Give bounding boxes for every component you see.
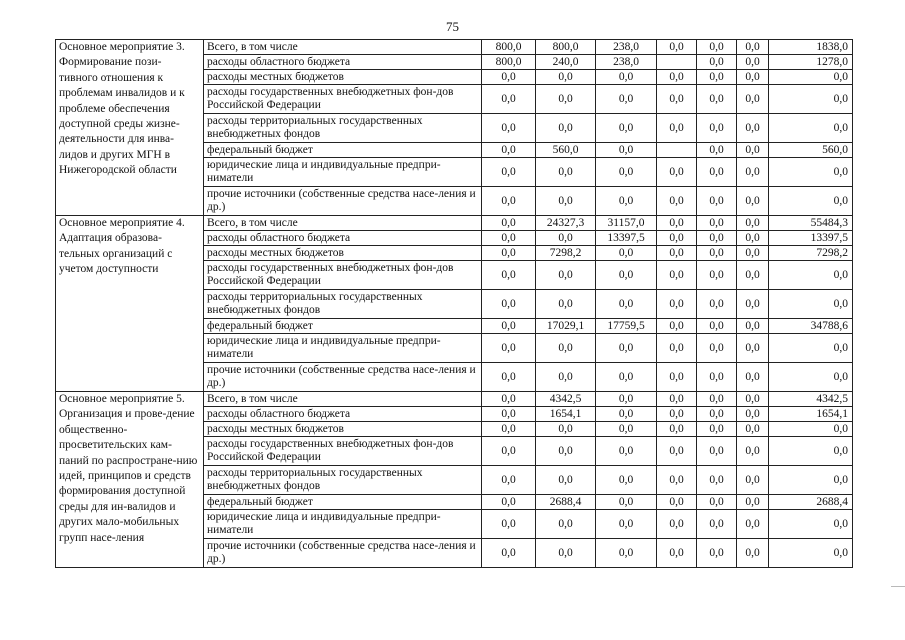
value-cell: 0,0 xyxy=(657,466,697,495)
total-value-cell: 0,0 xyxy=(769,70,853,85)
funding-source-cell: Всего, в том числе xyxy=(204,392,482,407)
total-value-cell: 34788,6 xyxy=(769,319,853,334)
total-value-cell: 0,0 xyxy=(769,510,853,539)
funding-source-cell: расходы областного бюджета xyxy=(204,407,482,422)
value-cell: 24327,3 xyxy=(536,216,596,231)
value-cell: 0,0 xyxy=(697,114,737,143)
value-cell: 0,0 xyxy=(737,290,769,319)
value-cell: 0,0 xyxy=(697,392,737,407)
value-cell: 0,0 xyxy=(657,158,697,187)
value-cell: 0,0 xyxy=(697,495,737,510)
value-cell: 0,0 xyxy=(536,70,596,85)
value-cell: 0,0 xyxy=(536,158,596,187)
table-row xyxy=(56,216,853,231)
value-cell: 4342,5 xyxy=(536,392,596,407)
value-cell: 0,0 xyxy=(536,290,596,319)
value-cell: 0,0 xyxy=(482,70,536,85)
total-value-cell: 0,0 xyxy=(769,114,853,143)
total-value-cell: 560,0 xyxy=(769,143,853,158)
table-row xyxy=(56,392,853,407)
value-cell: 0,0 xyxy=(536,85,596,114)
value-cell: 800,0 xyxy=(536,40,596,55)
funding-source-cell: федеральный бюджет xyxy=(204,495,482,510)
value-cell: 0,0 xyxy=(596,187,657,216)
value-cell: 0,0 xyxy=(482,158,536,187)
total-value-cell: 4342,5 xyxy=(769,392,853,407)
value-cell: 0,0 xyxy=(596,510,657,539)
value-cell: 0,0 xyxy=(536,539,596,568)
value-cell: 0,0 xyxy=(482,392,536,407)
value-cell: 0,0 xyxy=(697,70,737,85)
total-value-cell: 0,0 xyxy=(769,422,853,437)
value-cell: 238,0 xyxy=(596,40,657,55)
value-cell: 0,0 xyxy=(482,539,536,568)
value-cell: 0,0 xyxy=(482,466,536,495)
value-cell: 0,0 xyxy=(657,539,697,568)
funding-source-cell: расходы территориальных государственных внебюджетных фондов xyxy=(204,114,482,143)
value-cell: 0,0 xyxy=(657,363,697,392)
value-cell: 0,0 xyxy=(657,85,697,114)
value-cell: 0,0 xyxy=(697,437,737,466)
value-cell: 0,0 xyxy=(737,437,769,466)
value-cell: 0,0 xyxy=(737,158,769,187)
value-cell: 0,0 xyxy=(737,85,769,114)
total-value-cell: 0,0 xyxy=(769,334,853,363)
value-cell: 0,0 xyxy=(697,158,737,187)
value-cell: 0,0 xyxy=(737,114,769,143)
value-cell: 0,0 xyxy=(737,407,769,422)
value-cell: 0,0 xyxy=(737,466,769,495)
funding-source-cell: прочие источники (собственные средства насе-ления и др.) xyxy=(204,363,482,392)
value-cell: 0,0 xyxy=(596,407,657,422)
value-cell: 0,0 xyxy=(657,216,697,231)
value-cell: 0,0 xyxy=(596,143,657,158)
value-cell: 0,0 xyxy=(596,261,657,290)
value-cell: 560,0 xyxy=(536,143,596,158)
value-cell: 0,0 xyxy=(697,55,737,70)
value-cell: 0,0 xyxy=(737,187,769,216)
value-cell: 0,0 xyxy=(697,246,737,261)
value-cell: 0,0 xyxy=(482,85,536,114)
value-cell: 2688,4 xyxy=(536,495,596,510)
value-cell: 0,0 xyxy=(737,319,769,334)
value-cell: 0,0 xyxy=(657,319,697,334)
page-number: 75 xyxy=(446,19,459,34)
value-cell: 0,0 xyxy=(657,334,697,363)
funding-source-cell: расходы местных бюджетов xyxy=(204,422,482,437)
activity-name-cell: Основное мероприятие 4. Адаптация образова-тельных организаций с учетом доступности xyxy=(56,216,204,392)
value-cell: 0,0 xyxy=(482,187,536,216)
funding-source-cell: юридические лица и индивидуальные предпри-ниматели xyxy=(204,158,482,187)
value-cell: 0,0 xyxy=(536,466,596,495)
value-cell: 0,0 xyxy=(482,143,536,158)
value-cell: 0,0 xyxy=(482,290,536,319)
total-value-cell: 1278,0 xyxy=(769,55,853,70)
value-cell: 13397,5 xyxy=(596,231,657,246)
funding-source-cell: прочие источники (собственные средства насе-ления и др.) xyxy=(204,187,482,216)
total-value-cell: 2688,4 xyxy=(769,495,853,510)
total-value-cell: 1654,1 xyxy=(769,407,853,422)
value-cell: 0,0 xyxy=(737,231,769,246)
funding-source-cell: расходы государственных внебюджетных фон-дов Российской Федерации xyxy=(204,437,482,466)
value-cell: 0,0 xyxy=(482,363,536,392)
funding-source-cell: расходы государственных внебюджетных фон-дов Российской Федерации xyxy=(204,261,482,290)
value-cell: 0,0 xyxy=(697,143,737,158)
value-cell: 0,0 xyxy=(737,539,769,568)
value-cell: 0,0 xyxy=(482,261,536,290)
budget-table xyxy=(55,39,853,568)
funding-source-cell: расходы территориальных государственных внебюджетных фондов xyxy=(204,290,482,319)
value-cell: 0,0 xyxy=(657,437,697,466)
value-cell: 0,0 xyxy=(596,392,657,407)
value-cell: 0,0 xyxy=(697,261,737,290)
value-cell: 7298,2 xyxy=(536,246,596,261)
value-cell: 0,0 xyxy=(596,246,657,261)
total-value-cell: 13397,5 xyxy=(769,231,853,246)
value-cell: 0,0 xyxy=(482,246,536,261)
value-cell: 0,0 xyxy=(536,437,596,466)
value-cell: 0,0 xyxy=(737,70,769,85)
funding-source-cell: Всего, в том числе xyxy=(204,40,482,55)
funding-source-cell: расходы областного бюджета xyxy=(204,55,482,70)
value-cell: 0,0 xyxy=(657,231,697,246)
value-cell: 0,0 xyxy=(596,85,657,114)
value-cell: 0,0 xyxy=(657,261,697,290)
value-cell: 0,0 xyxy=(657,290,697,319)
table-row xyxy=(56,40,853,55)
value-cell: 0,0 xyxy=(596,290,657,319)
total-value-cell: 0,0 xyxy=(769,85,853,114)
value-cell: 0,0 xyxy=(737,261,769,290)
value-cell: 238,0 xyxy=(596,55,657,70)
funding-source-cell: расходы местных бюджетов xyxy=(204,70,482,85)
total-value-cell: 55484,3 xyxy=(769,216,853,231)
value-cell: 17029,1 xyxy=(536,319,596,334)
value-cell: 0,0 xyxy=(737,510,769,539)
value-cell: 0,0 xyxy=(657,246,697,261)
value-cell: 0,0 xyxy=(657,422,697,437)
funding-source-cell: юридические лица и индивидуальные предпри-ниматели xyxy=(204,334,482,363)
value-cell: 0,0 xyxy=(657,510,697,539)
value-cell: 31157,0 xyxy=(596,216,657,231)
activity-name-cell: Основное мероприятие 5. Организация и прове-дение общественно-просветительских кам-паний по распростране-нию идей, принципов и средств формирования доступной среды для ин-валидов и других мало-мобильных групп насе-ления xyxy=(56,392,204,568)
value-cell: 0,0 xyxy=(697,363,737,392)
value-cell: 0,0 xyxy=(536,510,596,539)
total-value-cell: 0,0 xyxy=(769,158,853,187)
value-cell xyxy=(657,143,697,158)
value-cell: 0,0 xyxy=(657,407,697,422)
value-cell: 0,0 xyxy=(536,363,596,392)
value-cell: 0,0 xyxy=(737,334,769,363)
value-cell: 0,0 xyxy=(657,114,697,143)
value-cell: 0,0 xyxy=(536,114,596,143)
value-cell: 0,0 xyxy=(737,246,769,261)
funding-source-cell: федеральный бюджет xyxy=(204,319,482,334)
value-cell: 0,0 xyxy=(657,392,697,407)
total-value-cell: 7298,2 xyxy=(769,246,853,261)
funding-source-cell: Всего, в том числе xyxy=(204,216,482,231)
value-cell: 0,0 xyxy=(536,422,596,437)
value-cell: 0,0 xyxy=(596,363,657,392)
value-cell: 0,0 xyxy=(482,437,536,466)
value-cell xyxy=(657,55,697,70)
value-cell: 0,0 xyxy=(596,495,657,510)
total-value-cell: 0,0 xyxy=(769,290,853,319)
funding-source-cell: юридические лица и индивидуальные предпри-ниматели xyxy=(204,510,482,539)
value-cell: 0,0 xyxy=(596,437,657,466)
value-cell: 0,0 xyxy=(596,539,657,568)
value-cell: 0,0 xyxy=(697,466,737,495)
value-cell: 0,0 xyxy=(657,40,697,55)
value-cell: 0,0 xyxy=(697,40,737,55)
value-cell: 0,0 xyxy=(697,334,737,363)
value-cell: 0,0 xyxy=(596,422,657,437)
value-cell: 0,0 xyxy=(697,319,737,334)
value-cell: 0,0 xyxy=(697,290,737,319)
value-cell: 0,0 xyxy=(596,70,657,85)
value-cell: 0,0 xyxy=(536,261,596,290)
funding-source-cell: расходы государственных внебюджетных фон-дов Российской Федерации xyxy=(204,85,482,114)
value-cell: 0,0 xyxy=(482,510,536,539)
value-cell: 0,0 xyxy=(482,407,536,422)
value-cell: 0,0 xyxy=(697,231,737,246)
value-cell: 0,0 xyxy=(536,231,596,246)
activity-name-cell: Основное мероприятие 3. Формирование пози-тивного отношения к проблемам инвалидов и к проблеме обеспечения доступной среды жизне-деятельности для инва-лидов и других МГН в Нижегородской области xyxy=(56,40,204,216)
total-value-cell: 0,0 xyxy=(769,437,853,466)
total-value-cell: 1838,0 xyxy=(769,40,853,55)
value-cell: 0,0 xyxy=(482,114,536,143)
value-cell: 0,0 xyxy=(737,495,769,510)
value-cell: 0,0 xyxy=(482,334,536,363)
value-cell: 800,0 xyxy=(482,55,536,70)
value-cell: 0,0 xyxy=(596,334,657,363)
value-cell: 0,0 xyxy=(737,363,769,392)
scan-artifact-line xyxy=(891,586,905,587)
funding-source-cell: прочие источники (собственные средства насе-ления и др.) xyxy=(204,539,482,568)
value-cell: 0,0 xyxy=(482,319,536,334)
value-cell: 0,0 xyxy=(697,510,737,539)
value-cell: 0,0 xyxy=(737,422,769,437)
value-cell: 0,0 xyxy=(697,539,737,568)
funding-source-cell: расходы местных бюджетов xyxy=(204,246,482,261)
total-value-cell: 0,0 xyxy=(769,261,853,290)
value-cell: 0,0 xyxy=(596,158,657,187)
value-cell: 0,0 xyxy=(697,422,737,437)
value-cell: 0,0 xyxy=(596,114,657,143)
value-cell: 0,0 xyxy=(697,187,737,216)
value-cell: 0,0 xyxy=(482,422,536,437)
value-cell: 0,0 xyxy=(482,216,536,231)
value-cell: 0,0 xyxy=(737,40,769,55)
total-value-cell: 0,0 xyxy=(769,187,853,216)
value-cell: 1654,1 xyxy=(536,407,596,422)
budget-table-body xyxy=(56,40,853,568)
value-cell: 240,0 xyxy=(536,55,596,70)
value-cell: 0,0 xyxy=(737,143,769,158)
value-cell: 0,0 xyxy=(657,187,697,216)
value-cell: 0,0 xyxy=(697,85,737,114)
value-cell: 0,0 xyxy=(737,392,769,407)
value-cell: 17759,5 xyxy=(596,319,657,334)
value-cell: 800,0 xyxy=(482,40,536,55)
value-cell: 0,0 xyxy=(657,70,697,85)
value-cell: 0,0 xyxy=(482,231,536,246)
value-cell: 0,0 xyxy=(596,466,657,495)
value-cell: 0,0 xyxy=(536,187,596,216)
funding-source-cell: федеральный бюджет xyxy=(204,143,482,158)
value-cell: 0,0 xyxy=(657,495,697,510)
value-cell: 0,0 xyxy=(737,216,769,231)
total-value-cell: 0,0 xyxy=(769,539,853,568)
value-cell: 0,0 xyxy=(737,55,769,70)
value-cell: 0,0 xyxy=(536,334,596,363)
funding-source-cell: расходы областного бюджета xyxy=(204,231,482,246)
value-cell: 0,0 xyxy=(697,216,737,231)
total-value-cell: 0,0 xyxy=(769,363,853,392)
total-value-cell: 0,0 xyxy=(769,466,853,495)
value-cell: 0,0 xyxy=(697,407,737,422)
value-cell: 0,0 xyxy=(482,495,536,510)
funding-source-cell: расходы территориальных государственных внебюджетных фондов xyxy=(204,466,482,495)
